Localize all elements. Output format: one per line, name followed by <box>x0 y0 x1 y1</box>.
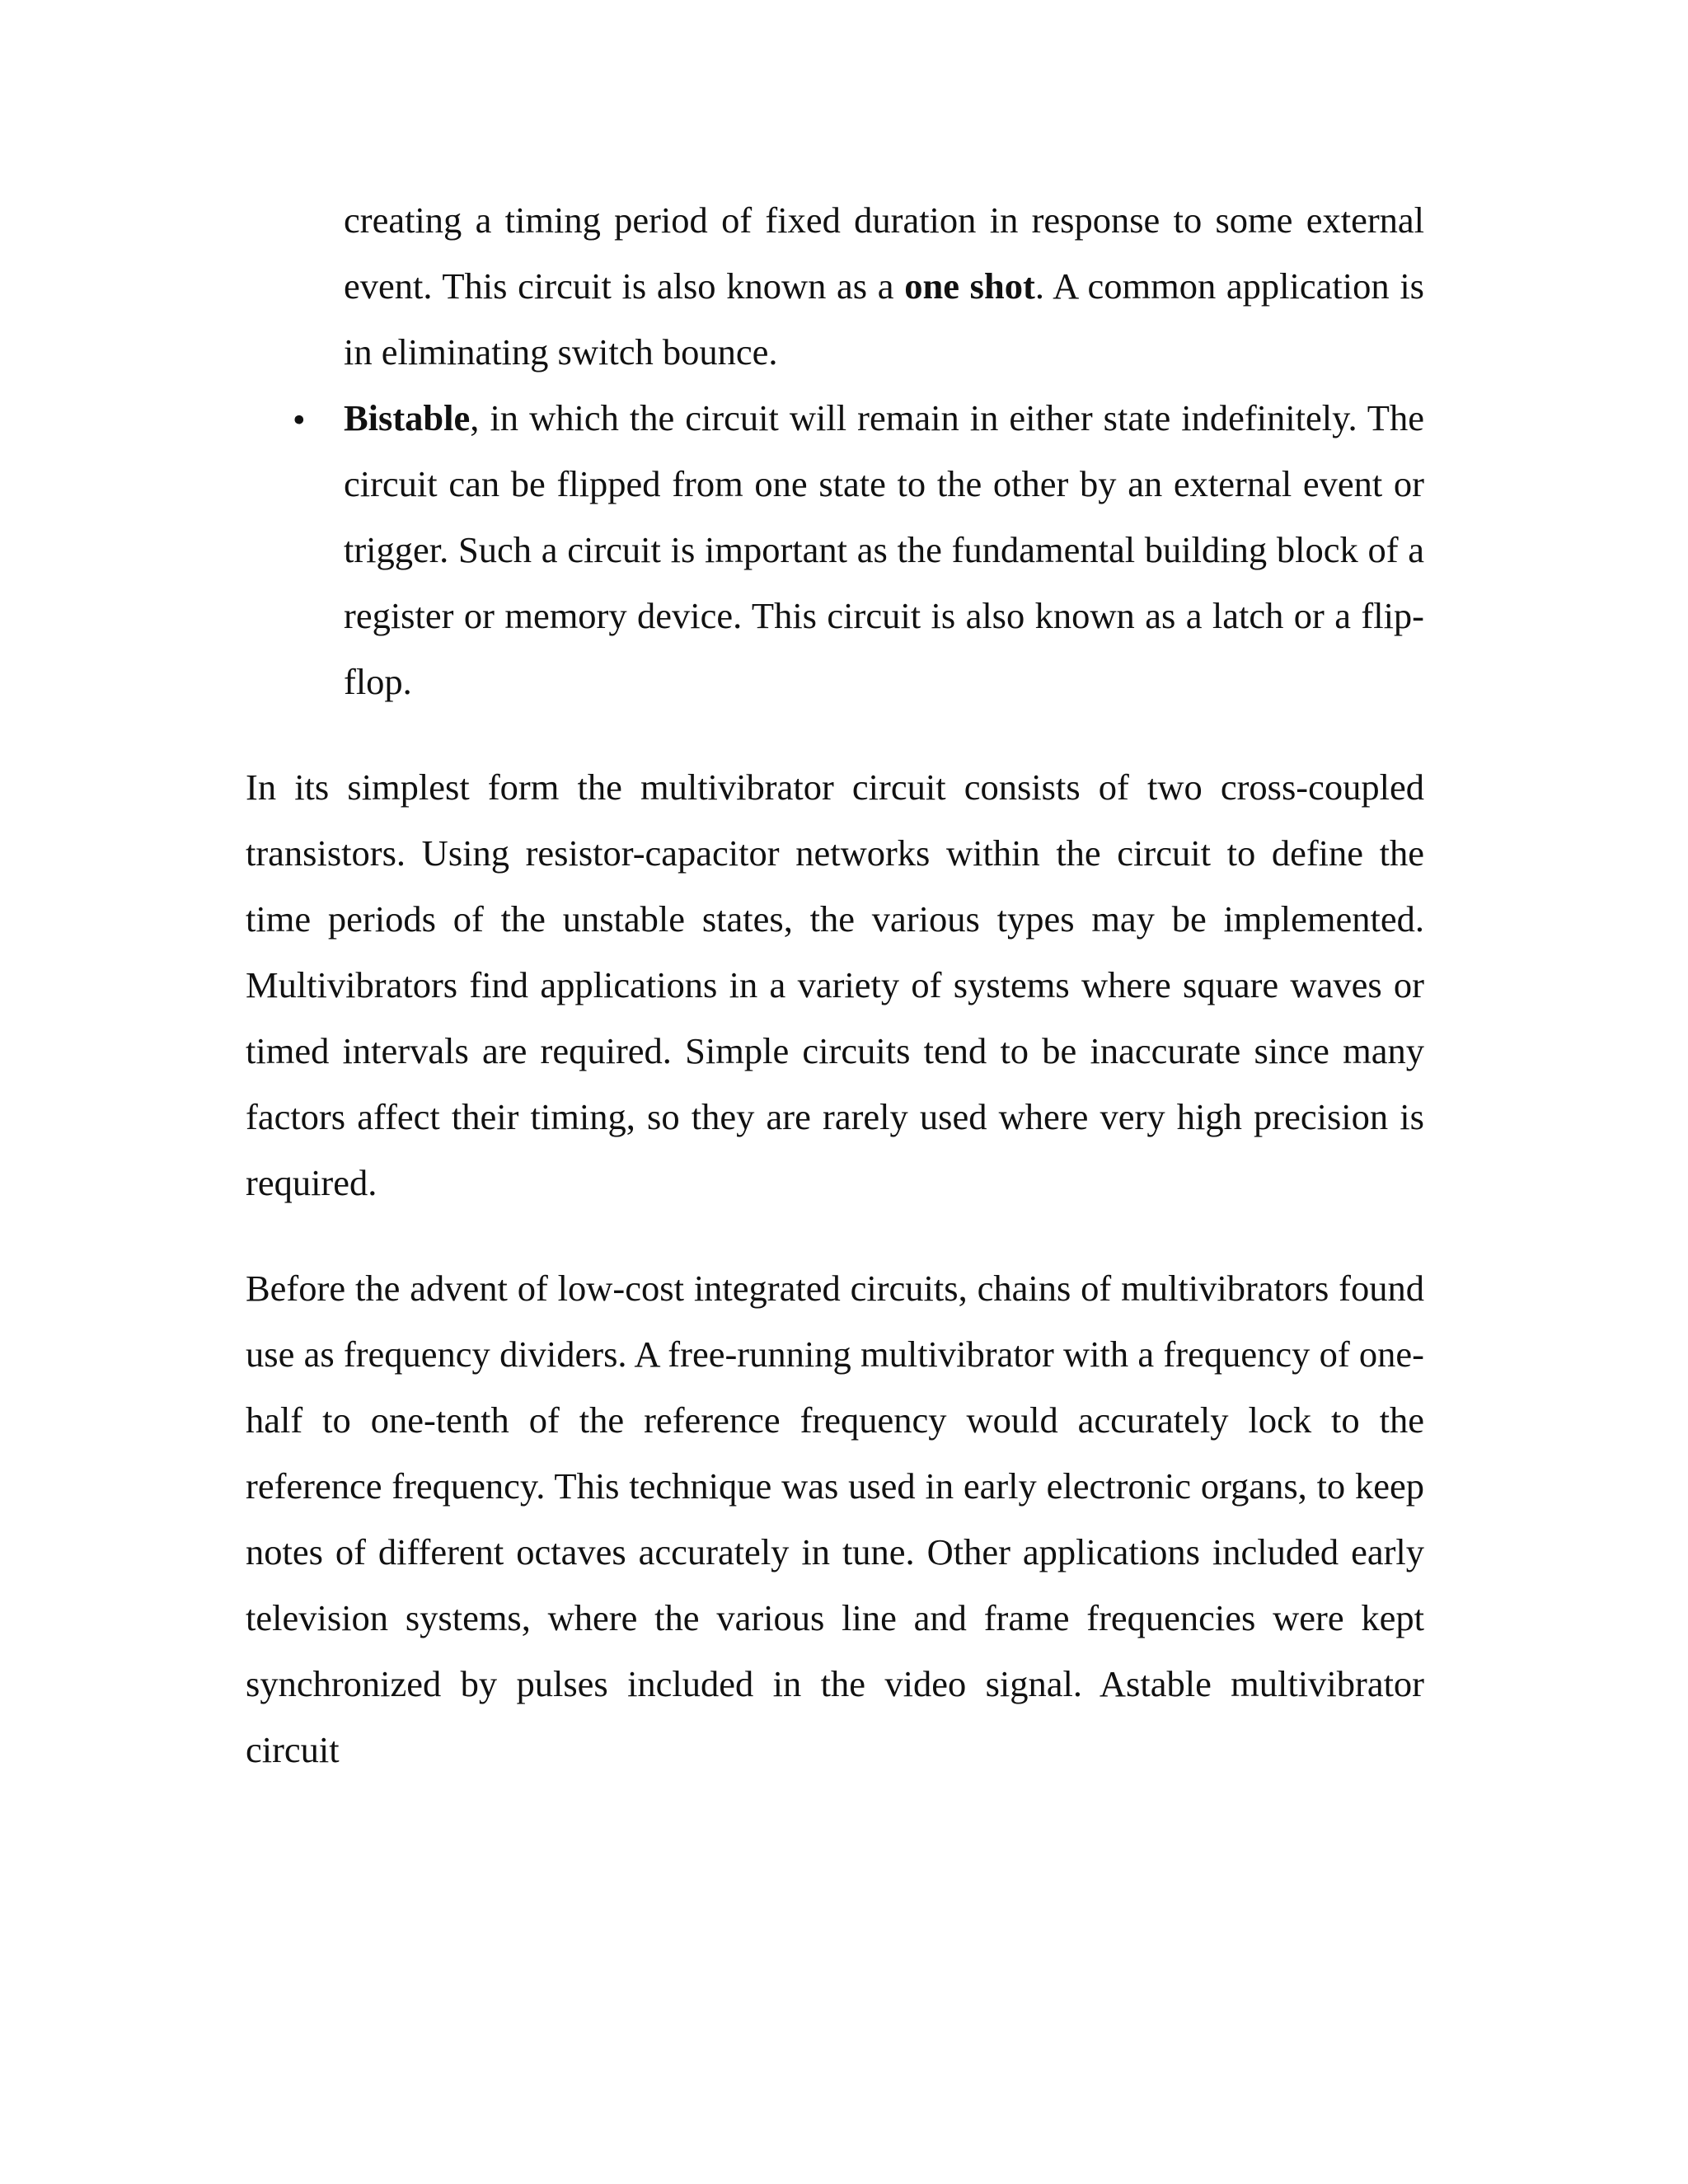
list-item-continuation <box>344 187 1424 385</box>
bistable-description: , in which the circuit will remain in either state indefinitely. The circuit can be flipped from one state to the other by an external event or trigger. Such a circuit is important as the fundamental building block of a register or memory device. This circuit is also known as a latch or a flip-flop. <box>344 397 1424 702</box>
continuation-text-before: creating a timing period of fixed duration in response to some external event. This circuit is also known as a <box>344 199 1424 307</box>
list-item-bistable <box>344 385 1424 715</box>
one-shot-term: one shot <box>904 265 1035 307</box>
paragraph-frequency-dividers: Before the advent of low-cost integrated circuits, chains of multivibrators found use as frequency dividers. A free-running multivibrator with a frequency of one-half to one-tenth of the reference frequency would accurately lock to the reference frequency. This technique was used in early electronic organs, to keep notes of different octaves accurately in tune. Other applications included early television systems, where the various line and frame frequencies were kept synchronized by pulses included in the video signal. Astable multivibrator circuit <box>246 1268 1424 1770</box>
paragraph-simplest-form: In its simplest form the multivibrator circuit consists of two cross-coupled transistors. Using resistor-capacitor networks within the circuit to define the time periods of the unstable states, the various types may be implemented. Multivibrators find applications in a variety of systems where square waves or timed intervals are required. Simple circuits tend to be inaccurate since many factors affect their timing, so they are rarely used where very high precision is required. <box>246 766 1424 1203</box>
continuation-text-after: . A common application is in eliminating switch bounce. <box>344 265 1425 373</box>
bistable-term: Bistable <box>344 397 471 438</box>
bullet-icon: • <box>293 399 306 440</box>
